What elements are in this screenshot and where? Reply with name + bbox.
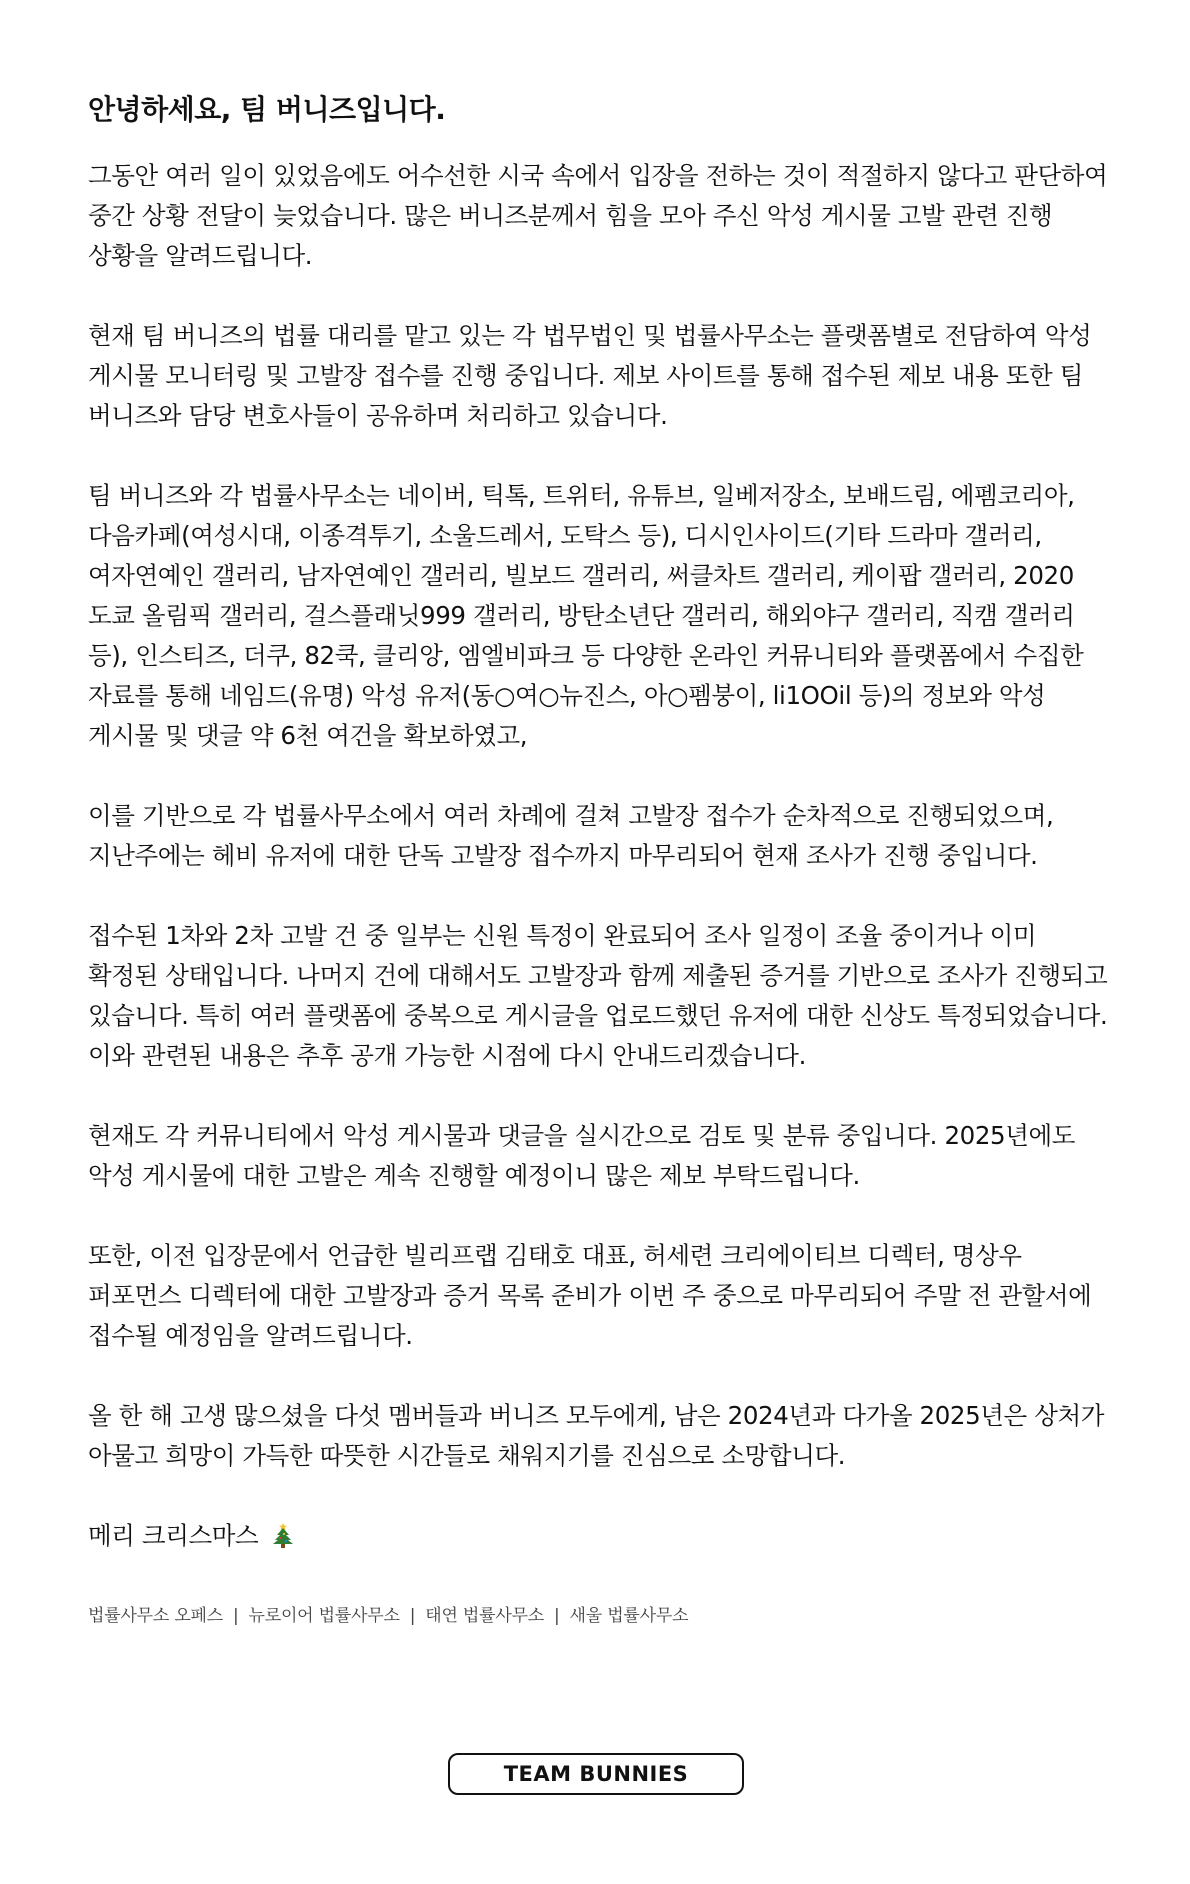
notice-body <box>88 86 1108 1628</box>
law-firm-name: 법률사무소 오페스 <box>88 1606 223 1626</box>
logo-text: TEAM BUNNIES <box>503 1762 689 1786</box>
greeting-title: 안녕하세요, 팀 버니즈입니다. <box>88 93 446 126</box>
paragraph-intro: 그동안 여러 일이 있었음에도 어수선한 시국 속에서 입장을 전하는 것이 적절하지 않다고 판단하여 중간 상황 전달이 늦었습니다. 많은 버니즈분께서 힘을 모아 주신 악성 게시물 고발 관련 진행 상황을 알려드립니다. <box>88 161 1108 270</box>
christmas-tree-icon <box>272 1520 294 1560</box>
paragraph-executive-complaints: 또한, 이전 입장문에서 언급한 빌리프랩 김태호 대표, 허세련 크리에이티브 디렉터, 명상우 퍼포먼스 디렉터에 대한 고발장과 증거 목록 준비가 이번 주 중으로 마무리되어 주말 전 관할서에 접수될 예정임을 알려드립니다. <box>88 1241 1092 1350</box>
law-firm-separator: | <box>409 1606 416 1626</box>
closing-line <box>88 1516 1108 1560</box>
paragraph-evidence-collection: 팀 버니즈와 각 법률사무소는 네이버, 틱톡, 트위터, 유튜브, 일베저장소, 보배드림, 에펨코리아, 다음카페(여성시대, 이종격투기, 소울드레서, 도탁스 등), 디시인사이드(기타 드라마 갤러리, 여자연예인 갤러리, 남자연예인 갤러리, 빌보드 갤러리, 써클차트 갤러리, 케이팝 갤러리, 2020 도쿄 올림픽 갤러리, 걸스플래닛999 갤러리, 방탄소년단 갤러리, 해외야구 갤러리, 직캠 갤러리 등), 인스티즈, 더쿠, 82쿡, 클리앙, 엠엘비파크 등 다양한 온라인 커뮤니티와 플랫폼에서 수집한 자료를 통해 네임드(유명) 악성 유저(동○여○뉴진스, 아○펨붕이, li1OOil 등)의 정보와 악성 게시물 및 댓글 약 6천 여건을 확보하였고, <box>88 481 1084 750</box>
law-firm-separator: | <box>232 1606 239 1626</box>
law-firm-name: 태연 법률사무소 <box>425 1606 545 1626</box>
closing-text: 메리 크리스마스 <box>88 1521 259 1550</box>
team-bunnies-logo <box>448 1753 744 1795</box>
paragraph-investigation-status: 접수된 1차와 2차 고발 건 중 일부는 신원 특정이 완료되어 조사 일정이 조율 중이거나 이미 확정된 상태입니다. 나머지 건에 대해서도 고발장과 함께 제출된 증거를 기반으로 조사가 진행되고 있습니다. 특히 여러 플랫폼에 중복으로 게시글을 업로드했던 유저에 대한 신상도 특정되었습니다. 이와 관련된 내용은 추후 공개 가능한 시점에 다시 안내드리겠습니다. <box>88 921 1108 1070</box>
law-firm-name: 뉴로이어 법률사무소 <box>248 1606 400 1626</box>
paragraph-year-end-message: 올 한 해 고생 많으셨을 다섯 멤버들과 버니즈 모두에게, 남은 2024년과 다가올 2025년은 상처가 아물고 희망이 가득한 따뜻한 시간들로 채워지기를 진심으로 소망합니다. <box>88 1401 1105 1470</box>
law-firm-list <box>88 1604 1108 1628</box>
paragraph-filing-progress: 이를 기반으로 각 법률사무소에서 여러 차례에 걸쳐 고발장 접수가 순차적으로 진행되었으며, 지난주에는 헤비 유저에 대한 단독 고발장 접수까지 마무리되어 현재 조사가 진행 중입니다. <box>88 801 1054 870</box>
paragraph-ongoing-review: 현재도 각 커뮤니티에서 악성 게시물과 댓글을 실시간으로 검토 및 분류 중입니다. 2025년에도 악성 게시물에 대한 고발은 계속 진행할 예정이니 많은 제보 부탁드립니다. <box>88 1121 1076 1190</box>
law-firm-name: 새울 법률사무소 <box>569 1606 689 1626</box>
law-firm-separator: | <box>554 1606 560 1626</box>
paragraph-legal-representation: 현재 팀 버니즈의 법률 대리를 맡고 있는 각 법무법인 및 법률사무소는 플랫폼별로 전담하여 악성 게시물 모니터링 및 고발장 접수를 진행 중입니다. 제보 사이트를 통해 접수된 제보 내용 또한 팀 버니즈와 담당 변호사들이 공유하며 처리하고 있습니다. <box>88 321 1092 430</box>
